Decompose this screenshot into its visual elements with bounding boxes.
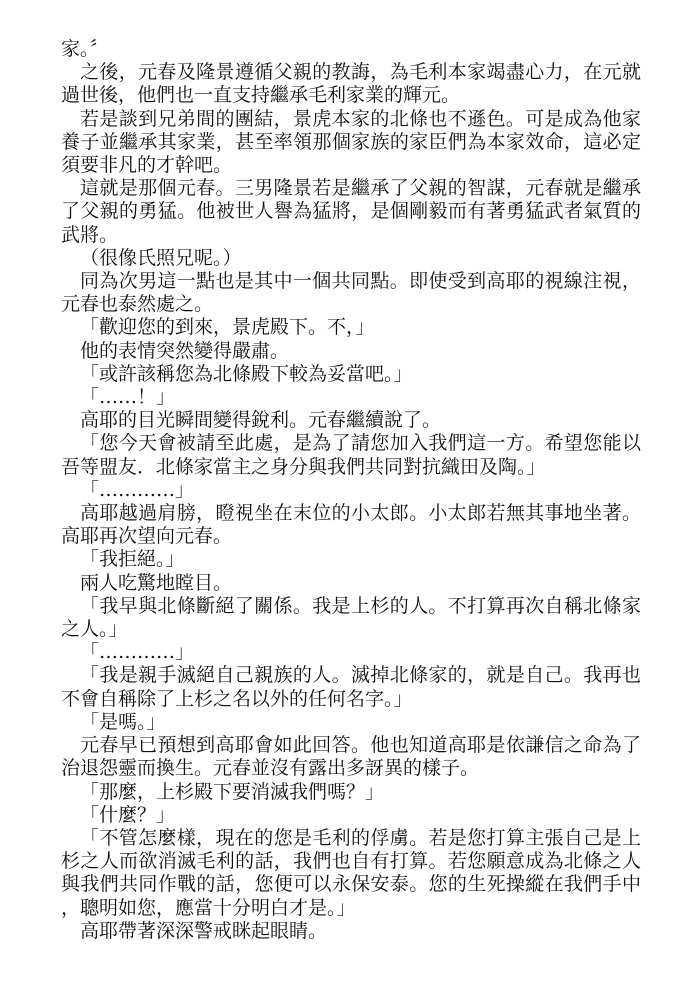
paragraph: 高耶帶著深深警戒眯起眼睛。 [80,919,328,942]
dialogue-line: 「我早與北條斷絕了關係。我是上杉的人。不打算再次自稱北條家之人。」 [61,594,641,641]
dialogue-line: 「…………」 [80,478,195,501]
dialogue-line: 「您今天會被請至此處，是為了請您加入我們這一方。希望您能以吾等盟友．北條家當主之身分與我們共同對抗織田及陶。」 [61,432,641,478]
paragraph: 之後，元春及隆景遵循父親的教誨，為毛利本家竭盡心力，在元就過世後，他們也一直支持繼承毛利家業的輝元。 [61,61,641,107]
dialogue-line: 「……！」 [80,386,176,409]
dialogue-line: 「我拒絕。」 [80,548,185,571]
paragraph: 若是談到兄弟間的團結，景虎本家的北條也不遜色。可是成為他家養子並繼承其家業，甚至率領那個家族的家臣們為本家效命，這必定須要非凡的才幹吧。 [61,107,641,177]
paragraph: 兩人吃驚地瞠目。 [80,571,233,594]
paragraph: 這就是那個元春。三男隆景若是繼承了父親的智謀，元春就是繼承了父親的勇猛。他被世人譽為猛將，是個剛毅而有著勇猛武者氣質的武將。 [61,177,641,246]
dialogue-line: 「什麼？」 [80,803,176,826]
paragraph: 同為次男這一點也是其中一個共同點。即使受到高耶的視線注視，元春也泰然處之。 [61,270,641,316]
paragraph: 家。〞 [61,38,109,60]
dialogue-line: 「是嗎。」 [80,710,166,733]
dialogue-line: 「我是親手滅絕自己親族的人。滅掉北條家的，就是自己。我再也不會自稱除了上杉之名以外的任何名字。」 [61,664,641,710]
paragraph: 元春早已預想到高耶會如此回答。他也知道高耶是依謙信之命為了治退怨靈而換生。元春並沒有露出多訝異的樣子。 [61,734,641,780]
dialogue-line: 「那麼，上杉殿下要消滅我們嗎？」 [80,780,385,803]
paragraph: （很像氏照兄呢。） [80,246,242,269]
paragraph: 高耶越過肩膀，瞪視坐在末位的小太郎。小太郎若無其事地坐著。高耶再次望向元春。 [61,502,641,548]
document-page [61,38,641,943]
paragraph: 高耶的目光瞬間變得銳利。元春繼續說了。 [80,409,442,432]
dialogue-line: 「歡迎您的到來，景虎殿下。不，」 [80,316,375,339]
dialogue-line: 「…………」 [80,641,195,664]
paragraph: 他的表情突然變得嚴肅。 [80,339,290,362]
dialogue-line: 「或許該稱您為北條殿下較為妥當吧。」 [80,362,413,385]
dialogue-line: 「不管怎麼樣，現在的您是毛利的俘虜。若是您打算主張自己是上杉之人而欲消滅毛利的話，我們也自有打算。若您願意成為北條之人與我們共同作戰的話，您便可以永保安泰。您的生死操縱在我們手中，聰明如您，應當十分明白才是。」 [61,826,641,919]
